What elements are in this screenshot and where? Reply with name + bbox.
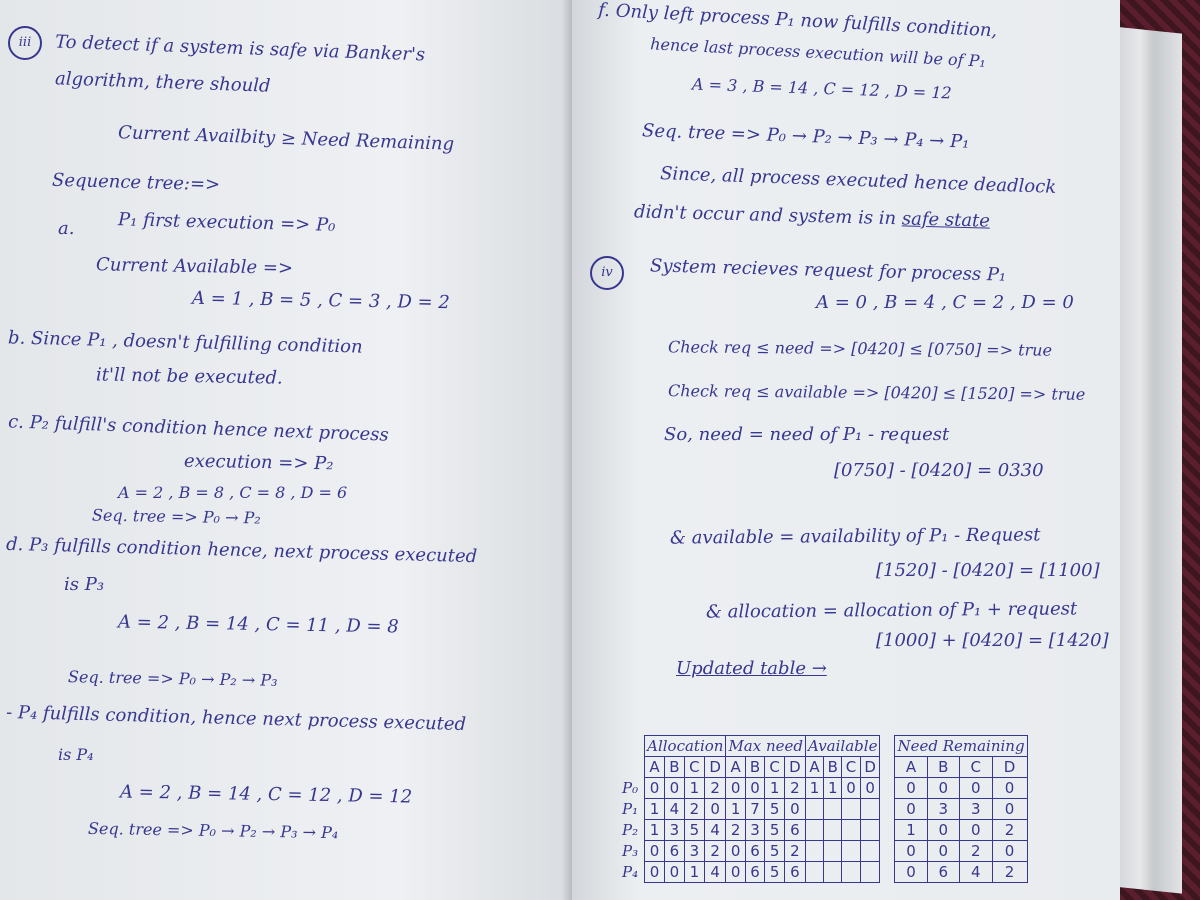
need-remaining-cell: 4 [959, 862, 992, 883]
process-name: P₂ [622, 821, 639, 839]
col-header: C [765, 757, 785, 778]
need-remaining-cell: 2 [959, 841, 992, 862]
col-header: C [842, 757, 860, 778]
gap-cell [880, 841, 895, 862]
col-header: A [805, 757, 823, 778]
available-cell [824, 799, 842, 820]
max-need-cell: 0 [784, 799, 805, 820]
need-remaining-cell: 0 [927, 820, 959, 841]
max-need-cell: 7 [745, 799, 764, 820]
left-page [0, 0, 572, 900]
step-f-values: A = 3 , B = 14 , C = 12 , D = 12 [691, 74, 953, 103]
available-cell [842, 799, 860, 820]
step-a-line: P₁ first execution => P₀ [117, 209, 336, 236]
allocation-cell: 0 [664, 862, 684, 883]
group-max-need: Max need [726, 736, 806, 757]
available-cell [824, 862, 842, 883]
col-header: C [684, 757, 704, 778]
step-d-line-2: is P₃ [64, 574, 105, 595]
step-a-label: a. [58, 218, 75, 239]
table-row [620, 799, 1027, 820]
step-d-line-1: d. P₃ fulfills condition hence, next process executed [5, 533, 478, 568]
request-values: A = 0 , B = 4 , C = 2 , D = 0 [816, 292, 1074, 313]
step-e-seq: Seq. tree => P₀ → P₂ → P₃ → P₄ [87, 818, 339, 843]
check-available: Check req ≤ available => [0420] ≤ [1520] => true [667, 381, 1086, 404]
available-cell [842, 820, 860, 841]
available-cell: 1 [805, 778, 823, 799]
gap-cell [880, 799, 895, 820]
step-a-current: Current Available => [95, 254, 294, 279]
conclusion-text: didn't occur and system is in [633, 201, 897, 230]
max-need-cell: 6 [784, 862, 805, 883]
intro-line-1: To detect if a system is safe via Banker's [54, 31, 426, 66]
allocation-cell: 4 [704, 862, 726, 883]
step-f-line-1: f. Only left process P₁ now fulfills condition, [597, 0, 998, 42]
available-cell [824, 820, 842, 841]
question-number-circle: iii [8, 26, 42, 60]
step-b-line-1: b. Since P₁ , doesn't fulfilling condition [7, 327, 363, 358]
col-header: C [959, 757, 992, 778]
right-page [572, 0, 1120, 900]
allocation-cell: 0 [645, 841, 665, 862]
need-remaining-cell: 3 [959, 799, 992, 820]
gap-cell [880, 778, 895, 799]
allocation-cell: 1 [645, 799, 665, 820]
allocation-cell: 1 [684, 778, 704, 799]
col-header: A [645, 757, 665, 778]
allocation-cell: 5 [684, 820, 704, 841]
group-allocation: Allocation [645, 736, 726, 757]
need-remaining-cell: 0 [927, 841, 959, 862]
available-cell: 1 [824, 778, 842, 799]
available-cell [805, 820, 823, 841]
allocation-line-2: [1000] + [0420] = [1420] [876, 630, 1109, 651]
allocation-cell: 1 [684, 862, 704, 883]
allocation-cell: 1 [645, 820, 665, 841]
allocation-cell: 2 [704, 841, 726, 862]
max-need-cell: 5 [765, 862, 785, 883]
need-remaining-cell: 0 [927, 778, 959, 799]
need-remaining-cell: 0 [992, 841, 1027, 862]
step-f-line-2: hence last process execution will be of P₁ [649, 34, 987, 71]
allocation-cell: 3 [664, 820, 684, 841]
updated-table-label: Updated table → [676, 658, 827, 679]
available-cell [860, 799, 880, 820]
available-cell [860, 841, 880, 862]
gap-cell [880, 820, 895, 841]
table-group-header [620, 736, 1027, 757]
need-remaining-cell: 0 [959, 820, 992, 841]
check-need: Check req ≤ need => [0420] ≤ [0750] => true [667, 337, 1053, 360]
allocation-cell: 2 [704, 778, 726, 799]
step-c-seq: Seq. tree => P₀ → P₂ [91, 505, 261, 528]
group-available: Available [805, 736, 879, 757]
allocation-cell: 6 [664, 841, 684, 862]
need-remaining-cell: 0 [895, 778, 927, 799]
need-remaining-cell: 2 [992, 820, 1027, 841]
table-row [620, 820, 1027, 841]
max-need-cell: 2 [784, 841, 805, 862]
step-d-values: A = 2 , B = 14 , C = 11 , D = 8 [117, 611, 399, 638]
step-d-seq: Seq. tree => P₀ → P₂ → P₃ [67, 667, 278, 690]
available-cell [860, 862, 880, 883]
col-header: B [927, 757, 959, 778]
table-col-header [620, 757, 1027, 778]
safety-condition: Current Availbity ≥ Need Remaining [117, 122, 455, 155]
col-header: D [704, 757, 726, 778]
max-need-cell: 0 [726, 778, 745, 799]
sequence-heading: Sequence tree:=> [51, 169, 221, 196]
need-remaining-cell: 1 [895, 820, 927, 841]
step-e-line-2: is P₄ [58, 745, 94, 764]
available-line-1: & available = availability of P₁ - Request [669, 524, 1041, 549]
available-line-2: [1520] - [0420] = [1100] [876, 560, 1100, 581]
process-name: P₃ [622, 842, 639, 860]
need-remaining-cell: 3 [927, 799, 959, 820]
col-header: B [745, 757, 764, 778]
allocation-cell: 4 [704, 820, 726, 841]
max-need-cell: 1 [726, 799, 745, 820]
max-need-cell: 6 [745, 862, 764, 883]
allocation-cell: 0 [645, 862, 665, 883]
need-remaining-cell: 2 [992, 862, 1027, 883]
step-a-values: A = 1 , B = 5 , C = 3 , D = 2 [191, 287, 451, 314]
need-remaining-cell: 0 [895, 862, 927, 883]
max-need-cell: 6 [745, 841, 764, 862]
conclusion-line-2 [634, 201, 990, 232]
conclusion-line-1: Since, all process executed hence deadlock [659, 163, 1057, 198]
table-row [620, 841, 1027, 862]
max-need-cell: 0 [726, 841, 745, 862]
max-need-cell: 5 [765, 820, 785, 841]
max-need-cell: 5 [765, 841, 785, 862]
col-header: D [860, 757, 880, 778]
col-header: D [784, 757, 805, 778]
need-remaining-cell: 0 [992, 778, 1027, 799]
col-header: B [664, 757, 684, 778]
table-row [620, 862, 1027, 883]
step-c-values: A = 2 , B = 8 , C = 8 , D = 6 [118, 483, 348, 502]
step-c-line-2: execution => P₂ [183, 450, 334, 475]
col-header: D [992, 757, 1027, 778]
allocation-cell: 0 [704, 799, 726, 820]
col-header: A [726, 757, 745, 778]
available-cell [842, 841, 860, 862]
need-line-1: So, need = need of P₁ - request [664, 424, 950, 445]
max-need-cell: 5 [765, 799, 785, 820]
allocation-cell: 0 [645, 778, 665, 799]
available-cell: 0 [860, 778, 880, 799]
step-e-values: A = 2 , B = 14 , C = 12 , D = 12 [119, 781, 413, 808]
safe-state-text: safe state [901, 208, 991, 232]
process-name: P₄ [622, 863, 639, 881]
available-cell [805, 862, 823, 883]
table-row [620, 778, 1027, 799]
step-b-line-2: it'll not be executed. [95, 364, 283, 389]
need-line-2: [0750] - [0420] = 0330 [834, 460, 1044, 481]
max-need-cell: 6 [784, 820, 805, 841]
need-remaining-cell: 0 [959, 778, 992, 799]
allocation-cell: 3 [684, 841, 704, 862]
step-f-seq: Seq. tree => P₀ → P₂ → P₃ → P₄ → P₁ [641, 120, 970, 153]
step-e-line-1: - P₄ fulfills condition, hence next process executed [5, 701, 467, 736]
available-cell [842, 862, 860, 883]
intro-line-2: algorithm, there should [54, 68, 271, 97]
resource-table [620, 735, 1028, 883]
need-remaining-cell: 0 [895, 841, 927, 862]
max-need-cell: 0 [726, 862, 745, 883]
question-iv-circle: iv [590, 256, 624, 290]
need-remaining-cell: 6 [927, 862, 959, 883]
max-need-cell: 3 [745, 820, 764, 841]
gap-cell [880, 862, 895, 883]
col-header: A [895, 757, 927, 778]
available-cell [860, 820, 880, 841]
process-name: P₀ [622, 779, 639, 797]
process-name: P₁ [622, 800, 639, 818]
group-need-remaining: Need Remaining [895, 736, 1027, 757]
table-body [620, 778, 1027, 883]
available-cell [805, 799, 823, 820]
available-cell [805, 841, 823, 862]
allocation-cell: 4 [664, 799, 684, 820]
max-need-cell: 1 [765, 778, 785, 799]
step-c-line-1: c. P₂ fulfill's condition hence next process [7, 411, 390, 446]
allocation-cell: 2 [684, 799, 704, 820]
request-line: System recieves request for process P₁ [649, 255, 1007, 286]
available-cell: 0 [842, 778, 860, 799]
available-cell [824, 841, 842, 862]
need-remaining-cell: 0 [992, 799, 1027, 820]
col-header: B [824, 757, 842, 778]
need-remaining-cell: 0 [895, 799, 927, 820]
max-need-cell: 2 [784, 778, 805, 799]
allocation-cell: 0 [664, 778, 684, 799]
max-need-cell: 0 [745, 778, 764, 799]
max-need-cell: 2 [726, 820, 745, 841]
allocation-line-1: & allocation = allocation of P₁ + request [705, 598, 1078, 623]
page-stack [1112, 26, 1182, 893]
